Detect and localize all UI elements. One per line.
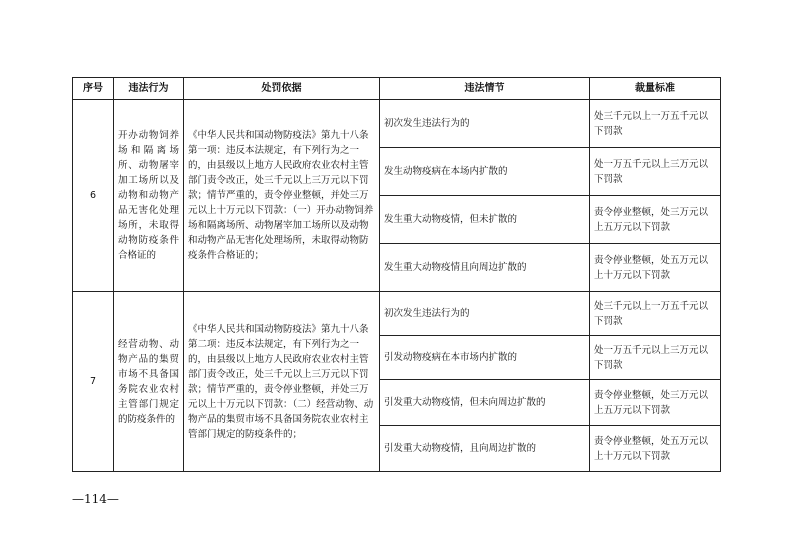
- standard-cell: 责令停业整顿，处五万元以上十万元以下罚款: [590, 426, 721, 472]
- header-basis: 处罚依据: [184, 78, 380, 100]
- circumstance-cell: 发生重大动物疫情且向周边扩散的: [380, 244, 590, 292]
- page-number: —114—: [72, 492, 119, 506]
- circumstance-cell: 初次发生违法行为的: [380, 292, 590, 336]
- standard-cell: 处一万五千元以上三万元以下罚款: [590, 148, 721, 196]
- standard-cell: 责令停业整顿，处五万元以上十万元以下罚款: [590, 244, 721, 292]
- header-violation: 违法行为: [114, 78, 184, 100]
- table-row: [73, 100, 721, 148]
- circumstance-cell: 引发重大动物疫情，且向周边扩散的: [380, 426, 590, 472]
- table-header-row: [73, 78, 721, 100]
- row-violation: 开办动物饲养场和隔离场所、动物屠宰加工场所以及动物和动物产品无害化处理场所，未取得动物防疫条件合格证的: [114, 100, 184, 292]
- standard-cell: 处三千元以上一万五千元以下罚款: [590, 292, 721, 336]
- standard-cell: 责令停业整顿，处三万元以上五万元以下罚款: [590, 196, 721, 244]
- standard-cell: 责令停业整顿，处三万元以上五万元以下罚款: [590, 380, 721, 426]
- circumstance-cell: 引发动物疫病在本市场内扩散的: [380, 336, 590, 380]
- header-standard: 裁量标准: [590, 78, 721, 100]
- row-basis: 《中华人民共和国动物防疫法》第九十八条第一项：违反本法规定，有下列行为之一的，由县级以上地方人民政府农业农村主管部门责令改正，处三千元以上三万元以下罚款；情节严重的，责令停业整顿，并处三万元以上十万元以下罚款：（一）开办动物饲养场和隔离场所、动物屠宰加工场所以及动物和动物产品无害化处理场所，未取得动物防疫条件合格证的；: [184, 100, 380, 292]
- standard-cell: 处三千元以上一万五千元以下罚款: [590, 100, 721, 148]
- penalty-table: [72, 77, 721, 472]
- row-seq: 7: [73, 292, 114, 472]
- circumstance-cell: 初次发生违法行为的: [380, 100, 590, 148]
- circumstance-cell: 引发重大动物疫情，但未向周边扩散的: [380, 380, 590, 426]
- row-violation: 经营动物、动物产品的集贸市场不具备国务院农业农村主管部门规定的防疫条件的: [114, 292, 184, 472]
- header-circumstance: 违法情节: [380, 78, 590, 100]
- row-seq: 6: [73, 100, 114, 292]
- standard-cell: 处一万五千元以上三万元以下罚款: [590, 336, 721, 380]
- row-basis: 《中华人民共和国动物防疫法》第九十八条第二项：违反本法规定，有下列行为之一的，由县级以上地方人民政府农业农村主管部门责令改正，处三千元以上三万元以下罚款；情节严重的，责令停业整顿，并处三万元以上十万元以下罚款：（二）经营动物、动物产品的集贸市场不具备国务院农业农村主管部门规定的防疫条件的；: [184, 292, 380, 472]
- circumstance-cell: 发生重大动物疫情，但未扩散的: [380, 196, 590, 244]
- circumstance-cell: 发生动物疫病在本场内扩散的: [380, 148, 590, 196]
- table-row: [73, 292, 721, 336]
- header-seq: 序号: [73, 78, 114, 100]
